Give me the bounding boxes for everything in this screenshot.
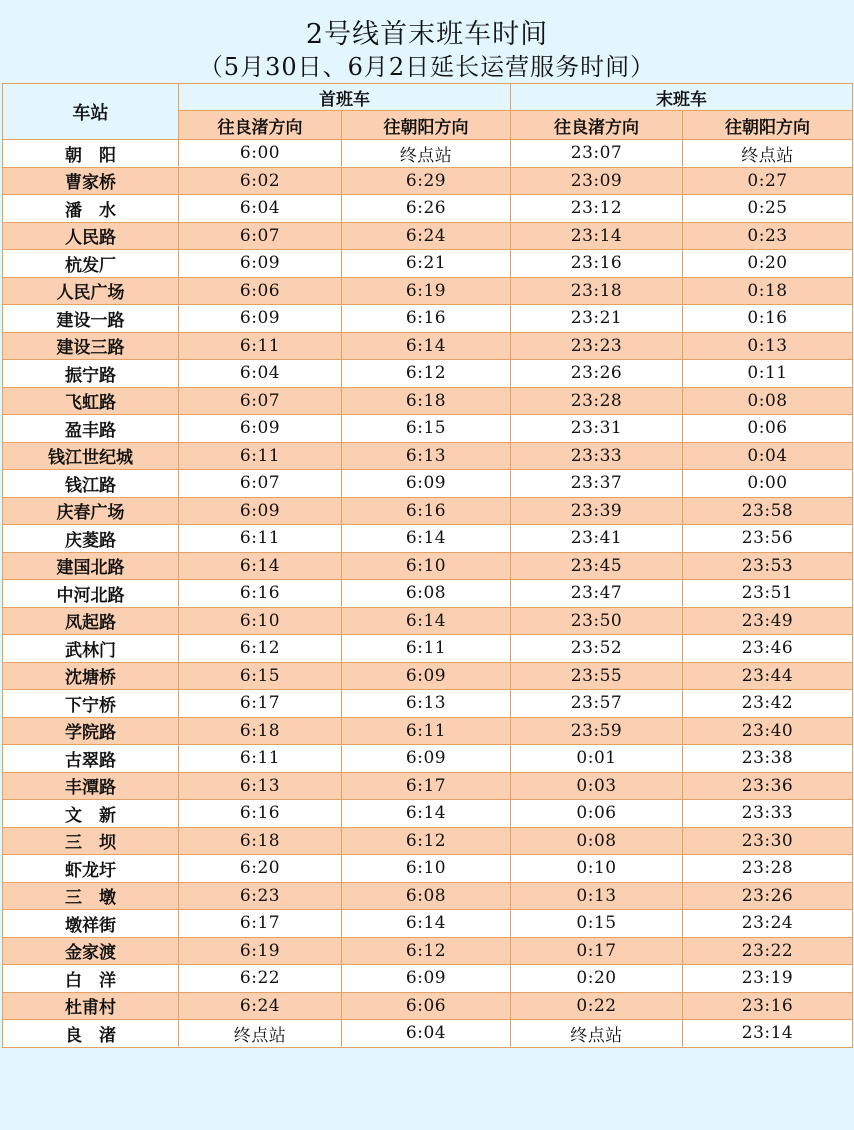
- last-train-liangzhu-cell: 23:28: [511, 387, 683, 415]
- first-train-liangzhu-cell: 6:23: [179, 882, 342, 910]
- table-row: [3, 635, 853, 663]
- first-train-header: 首班车: [179, 84, 511, 111]
- station-cell: 钱江路: [3, 470, 179, 498]
- last-train-liangzhu-header: 往良渚方向: [511, 111, 683, 140]
- first-train-liangzhu-cell: 6:17: [179, 910, 342, 938]
- first-train-liangzhu-cell: 终点站: [179, 1020, 342, 1048]
- first-train-chaoyang-cell: 6:13: [342, 690, 511, 718]
- first-train-chaoyang-cell: 6:18: [342, 387, 511, 415]
- last-train-chaoyang-cell: 终点站: [683, 140, 853, 168]
- last-train-liangzhu-cell: 0:10: [511, 855, 683, 883]
- table-row: [3, 855, 853, 883]
- station-cell: 良 渚: [3, 1020, 179, 1048]
- last-train-liangzhu-cell: 0:15: [511, 910, 683, 938]
- first-train-liangzhu-cell: 6:04: [179, 195, 342, 223]
- table-row: [3, 910, 853, 938]
- table-row: [3, 470, 853, 498]
- last-train-chaoyang-cell: 0:20: [683, 250, 853, 278]
- page-title: 2号线首末班车时间: [305, 19, 549, 50]
- last-train-chaoyang-cell: 0:11: [683, 360, 853, 388]
- last-train-chaoyang-cell: 23:44: [683, 662, 853, 690]
- table-row: [3, 827, 853, 855]
- station-cell: 杜甫村: [3, 992, 179, 1020]
- first-train-chaoyang-cell: 6:19: [342, 277, 511, 305]
- table-row: [3, 772, 853, 800]
- table-row: [3, 882, 853, 910]
- first-train-chaoyang-cell: 6:29: [342, 167, 511, 195]
- station-cell: 凤起路: [3, 607, 179, 635]
- first-train-chaoyang-cell: 6:24: [342, 222, 511, 250]
- first-train-chaoyang-cell: 6:26: [342, 195, 511, 223]
- last-train-liangzhu-cell: 23:37: [511, 470, 683, 498]
- last-train-chaoyang-cell: 23:38: [683, 745, 853, 773]
- station-cell: 学院路: [3, 717, 179, 745]
- first-train-chaoyang-cell: 6:14: [342, 607, 511, 635]
- first-train-chaoyang-cell: 6:04: [342, 1020, 511, 1048]
- first-train-liangzhu-cell: 6:07: [179, 222, 342, 250]
- table-row: [3, 662, 853, 690]
- station-cell: 潘 水: [3, 195, 179, 223]
- first-train-liangzhu-cell: 6:00: [179, 140, 342, 168]
- last-train-liangzhu-cell: 23:09: [511, 167, 683, 195]
- station-cell: 人民广场: [3, 277, 179, 305]
- last-train-liangzhu-cell: 23:45: [511, 552, 683, 580]
- last-train-chaoyang-cell: 23:36: [683, 772, 853, 800]
- last-train-liangzhu-cell: 23:31: [511, 415, 683, 443]
- first-train-chaoyang-cell: 6:14: [342, 910, 511, 938]
- station-cell: 人民路: [3, 222, 179, 250]
- first-train-chaoyang-cell: 6:13: [342, 442, 511, 470]
- last-train-liangzhu-cell: 23:14: [511, 222, 683, 250]
- station-cell: 白 洋: [3, 965, 179, 993]
- station-cell: 杭发厂: [3, 250, 179, 278]
- table-row: [3, 442, 853, 470]
- first-train-liangzhu-cell: 6:10: [179, 607, 342, 635]
- last-train-chaoyang-cell: 23:19: [683, 965, 853, 993]
- table-row: [3, 140, 853, 168]
- table-row: [3, 580, 853, 608]
- table-row: [3, 745, 853, 773]
- table-row: [3, 937, 853, 965]
- last-train-liangzhu-cell: 23:52: [511, 635, 683, 663]
- last-train-chaoyang-cell: 23:58: [683, 497, 853, 525]
- table-row: [3, 1020, 853, 1048]
- last-train-chaoyang-cell: 0:08: [683, 387, 853, 415]
- station-cell: 沈塘桥: [3, 662, 179, 690]
- table-row: [3, 965, 853, 993]
- first-train-liangzhu-cell: 6:16: [179, 580, 342, 608]
- table-row: [3, 222, 853, 250]
- first-train-liangzhu-cell: 6:07: [179, 470, 342, 498]
- last-train-chaoyang-cell: 0:00: [683, 470, 853, 498]
- first-train-liangzhu-cell: 6:22: [179, 965, 342, 993]
- table-row: [3, 690, 853, 718]
- station-cell: 朝 阳: [3, 140, 179, 168]
- first-train-chaoyang-cell: 6:12: [342, 360, 511, 388]
- first-train-chaoyang-cell: 6:12: [342, 937, 511, 965]
- last-train-liangzhu-cell: 0:03: [511, 772, 683, 800]
- first-train-liangzhu-cell: 6:18: [179, 827, 342, 855]
- last-train-liangzhu-cell: 23:07: [511, 140, 683, 168]
- station-cell: 飞虹路: [3, 387, 179, 415]
- first-train-chaoyang-cell: 6:08: [342, 580, 511, 608]
- first-train-liangzhu-cell: 6:18: [179, 717, 342, 745]
- first-train-chaoyang-cell: 6:09: [342, 662, 511, 690]
- table-row: [3, 167, 853, 195]
- station-cell: 建国北路: [3, 552, 179, 580]
- last-train-liangzhu-cell: 0:22: [511, 992, 683, 1020]
- last-train-liangzhu-cell: 23:12: [511, 195, 683, 223]
- first-train-chaoyang-cell: 6:08: [342, 882, 511, 910]
- first-train-chaoyang-header: 往朝阳方向: [342, 111, 511, 140]
- first-train-liangzhu-cell: 6:15: [179, 662, 342, 690]
- station-cell: 钱江世纪城: [3, 442, 179, 470]
- station-cell: 金家渡: [3, 937, 179, 965]
- last-train-liangzhu-cell: 23:47: [511, 580, 683, 608]
- first-train-liangzhu-cell: 6:09: [179, 415, 342, 443]
- last-train-liangzhu-cell: 0:08: [511, 827, 683, 855]
- table-row: [3, 497, 853, 525]
- last-train-liangzhu-cell: 0:06: [511, 800, 683, 828]
- first-train-chaoyang-cell: 6:14: [342, 332, 511, 360]
- table-row: [3, 800, 853, 828]
- table-row: [3, 717, 853, 745]
- last-train-liangzhu-cell: 0:17: [511, 937, 683, 965]
- last-train-header: 末班车: [511, 84, 853, 111]
- table-row: [3, 277, 853, 305]
- last-train-chaoyang-cell: 0:25: [683, 195, 853, 223]
- last-train-chaoyang-cell: 23:56: [683, 525, 853, 553]
- first-train-chaoyang-cell: 6:09: [342, 745, 511, 773]
- table-row: [3, 387, 853, 415]
- last-train-liangzhu-cell: 23:41: [511, 525, 683, 553]
- last-train-liangzhu-cell: 23:21: [511, 305, 683, 333]
- last-train-liangzhu-cell: 23:57: [511, 690, 683, 718]
- first-train-chaoyang-cell: 6:10: [342, 552, 511, 580]
- title-block: [0, 0, 854, 82]
- first-train-chaoyang-cell: 6:15: [342, 415, 511, 443]
- first-train-liangzhu-cell: 6:16: [179, 800, 342, 828]
- last-train-chaoyang-cell: 0:16: [683, 305, 853, 333]
- last-train-liangzhu-cell: 23:55: [511, 662, 683, 690]
- first-train-chaoyang-cell: 6:10: [342, 855, 511, 883]
- station-cell: 曹家桥: [3, 167, 179, 195]
- table-row: [3, 305, 853, 333]
- first-train-liangzhu-cell: 6:11: [179, 745, 342, 773]
- first-train-liangzhu-cell: 6:14: [179, 552, 342, 580]
- first-train-chaoyang-cell: 终点站: [342, 140, 511, 168]
- first-train-chaoyang-cell: 6:12: [342, 827, 511, 855]
- first-train-liangzhu-cell: 6:12: [179, 635, 342, 663]
- station-cell: 庆菱路: [3, 525, 179, 553]
- last-train-chaoyang-header: 往朝阳方向: [683, 111, 853, 140]
- last-train-chaoyang-cell: 23:49: [683, 607, 853, 635]
- timetable: [2, 83, 853, 1048]
- last-train-chaoyang-cell: 0:18: [683, 277, 853, 305]
- last-train-chaoyang-cell: 0:04: [683, 442, 853, 470]
- first-train-liangzhu-cell: 6:19: [179, 937, 342, 965]
- table-row: [3, 415, 853, 443]
- first-train-chaoyang-cell: 6:14: [342, 800, 511, 828]
- first-train-liangzhu-cell: 6:02: [179, 167, 342, 195]
- first-train-liangzhu-cell: 6:06: [179, 277, 342, 305]
- last-train-liangzhu-cell: 23:23: [511, 332, 683, 360]
- table-row: [3, 607, 853, 635]
- first-train-liangzhu-cell: 6:09: [179, 497, 342, 525]
- first-train-liangzhu-header: 往良渚方向: [179, 111, 342, 140]
- last-train-chaoyang-cell: 23:42: [683, 690, 853, 718]
- station-cell: 武林门: [3, 635, 179, 663]
- station-column-header: 车站: [3, 84, 179, 140]
- first-train-liangzhu-cell: 6:11: [179, 332, 342, 360]
- last-train-liangzhu-cell: 23:39: [511, 497, 683, 525]
- station-cell: 盈丰路: [3, 415, 179, 443]
- station-cell: 虾龙圩: [3, 855, 179, 883]
- last-train-chaoyang-cell: 23:40: [683, 717, 853, 745]
- first-train-chaoyang-cell: 6:16: [342, 497, 511, 525]
- last-train-chaoyang-cell: 0:13: [683, 332, 853, 360]
- table-row: [3, 195, 853, 223]
- last-train-liangzhu-cell: 23:59: [511, 717, 683, 745]
- last-train-liangzhu-cell: 23:18: [511, 277, 683, 305]
- last-train-chaoyang-cell: 0:06: [683, 415, 853, 443]
- station-cell: 墩祥街: [3, 910, 179, 938]
- last-train-chaoyang-cell: 23:26: [683, 882, 853, 910]
- last-train-chaoyang-cell: 0:27: [683, 167, 853, 195]
- first-train-liangzhu-cell: 6:09: [179, 250, 342, 278]
- station-cell: 庆春广场: [3, 497, 179, 525]
- station-cell: 建设一路: [3, 305, 179, 333]
- last-train-chaoyang-cell: 23:16: [683, 992, 853, 1020]
- last-train-chaoyang-cell: 23:30: [683, 827, 853, 855]
- timetable-header: [3, 84, 853, 140]
- first-train-chaoyang-cell: 6:06: [342, 992, 511, 1020]
- station-cell: 三 坝: [3, 827, 179, 855]
- station-cell: 丰潭路: [3, 772, 179, 800]
- first-train-chaoyang-cell: 6:11: [342, 635, 511, 663]
- station-cell: 三 墩: [3, 882, 179, 910]
- station-cell: 振宁路: [3, 360, 179, 388]
- first-train-liangzhu-cell: 6:24: [179, 992, 342, 1020]
- last-train-liangzhu-cell: 23:26: [511, 360, 683, 388]
- last-train-chaoyang-cell: 0:23: [683, 222, 853, 250]
- table-row: [3, 360, 853, 388]
- first-train-chaoyang-cell: 6:11: [342, 717, 511, 745]
- first-train-liangzhu-cell: 6:09: [179, 305, 342, 333]
- first-train-chaoyang-cell: 6:09: [342, 965, 511, 993]
- first-train-liangzhu-cell: 6:17: [179, 690, 342, 718]
- last-train-liangzhu-cell: 终点站: [511, 1020, 683, 1048]
- station-cell: 文 新: [3, 800, 179, 828]
- first-train-chaoyang-cell: 6:17: [342, 772, 511, 800]
- last-train-chaoyang-cell: 23:53: [683, 552, 853, 580]
- first-train-chaoyang-cell: 6:16: [342, 305, 511, 333]
- first-train-chaoyang-cell: 6:21: [342, 250, 511, 278]
- table-row: [3, 992, 853, 1020]
- last-train-chaoyang-cell: 23:14: [683, 1020, 853, 1048]
- first-train-liangzhu-cell: 6:11: [179, 525, 342, 553]
- page-subtitle: （5月30日、6月2日延长运营服务时间）: [198, 53, 656, 81]
- first-train-liangzhu-cell: 6:13: [179, 772, 342, 800]
- last-train-chaoyang-cell: 23:24: [683, 910, 853, 938]
- first-train-liangzhu-cell: 6:04: [179, 360, 342, 388]
- first-train-liangzhu-cell: 6:11: [179, 442, 342, 470]
- last-train-liangzhu-cell: 0:13: [511, 882, 683, 910]
- station-cell: 建设三路: [3, 332, 179, 360]
- station-cell: 中河北路: [3, 580, 179, 608]
- table-row: [3, 250, 853, 278]
- last-train-liangzhu-cell: 23:50: [511, 607, 683, 635]
- first-train-liangzhu-cell: 6:07: [179, 387, 342, 415]
- first-train-chaoyang-cell: 6:09: [342, 470, 511, 498]
- last-train-liangzhu-cell: 0:01: [511, 745, 683, 773]
- last-train-chaoyang-cell: 23:33: [683, 800, 853, 828]
- station-cell: 古翠路: [3, 745, 179, 773]
- last-train-chaoyang-cell: 23:51: [683, 580, 853, 608]
- last-train-chaoyang-cell: 23:28: [683, 855, 853, 883]
- last-train-chaoyang-cell: 23:22: [683, 937, 853, 965]
- timetable-body: [3, 140, 853, 1048]
- last-train-liangzhu-cell: 23:16: [511, 250, 683, 278]
- last-train-liangzhu-cell: 23:33: [511, 442, 683, 470]
- station-cell: 下宁桥: [3, 690, 179, 718]
- table-row: [3, 332, 853, 360]
- last-train-chaoyang-cell: 23:46: [683, 635, 853, 663]
- table-row: [3, 552, 853, 580]
- last-train-liangzhu-cell: 0:20: [511, 965, 683, 993]
- table-row: [3, 525, 853, 553]
- first-train-chaoyang-cell: 6:14: [342, 525, 511, 553]
- first-train-liangzhu-cell: 6:20: [179, 855, 342, 883]
